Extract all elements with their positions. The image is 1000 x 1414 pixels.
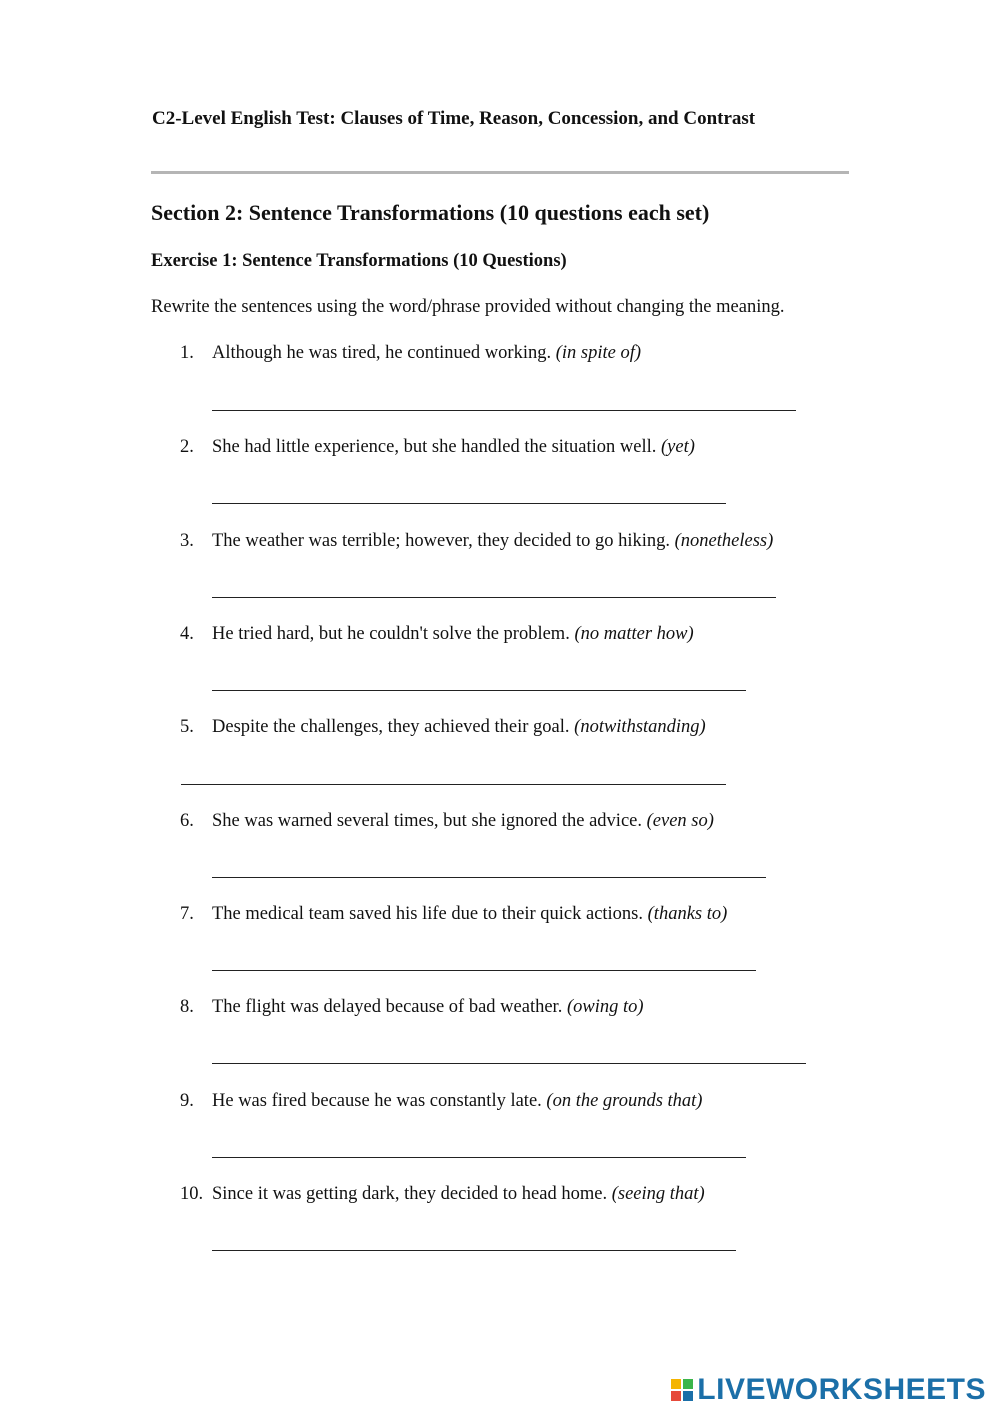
answer-line[interactable] <box>181 784 726 785</box>
question-item <box>180 811 714 832</box>
question-item <box>180 1091 702 1112</box>
question-number: 9. <box>180 1091 194 1111</box>
question-text: Although he was tired, he continued working. <box>212 343 552 363</box>
question-item <box>180 904 727 925</box>
question-text: The weather was terrible; however, they decided to go hiking. <box>212 531 671 551</box>
logo-mark-tile <box>671 1391 681 1401</box>
answer-line[interactable] <box>212 1250 736 1251</box>
question-item <box>180 624 694 645</box>
liveworksheets-logo[interactable] <box>671 1370 986 1410</box>
question-text: He was fired because he was constantly late. <box>212 1091 542 1111</box>
question-hint: (seeing that) <box>611 1184 705 1204</box>
answer-line[interactable] <box>212 690 746 691</box>
question-item <box>180 717 706 738</box>
logo-mark-tile <box>683 1379 693 1389</box>
question-hint: (yet) <box>661 437 695 457</box>
question-text: The flight was delayed because of bad weather. <box>212 997 563 1017</box>
question-number: 5. <box>180 717 194 737</box>
question-hint: (notwithstanding) <box>574 717 706 737</box>
question-hint: (even so) <box>646 811 714 831</box>
question-number: 6. <box>180 811 194 831</box>
question-number: 4. <box>180 624 194 644</box>
horizontal-rule <box>151 171 849 174</box>
question-hint: (on the grounds that) <box>546 1091 703 1111</box>
answer-line[interactable] <box>212 1063 806 1064</box>
question-number: 3. <box>180 531 194 551</box>
logo-text: LIVEWORKSHEETS <box>697 1373 986 1406</box>
question-number: 1. <box>180 343 194 363</box>
answer-line[interactable] <box>212 970 756 971</box>
logo-mark-icon <box>671 1379 693 1401</box>
question-number: 10. <box>180 1184 204 1204</box>
answer-line[interactable] <box>212 503 726 504</box>
question-item <box>180 997 644 1018</box>
question-text: She had little experience, but she handled the situation well. <box>212 437 657 457</box>
question-hint: (in spite of) <box>555 343 642 363</box>
logo-mark-tile <box>683 1391 693 1401</box>
question-hint: (thanks to) <box>647 904 728 924</box>
logo-mark-tile <box>671 1379 681 1389</box>
question-item <box>180 1184 705 1205</box>
question-item <box>180 531 773 552</box>
question-hint: (no matter how) <box>574 624 694 644</box>
answer-line[interactable] <box>212 410 796 411</box>
exercise-heading: Exercise 1: Sentence Transformations (10 Questions) <box>151 251 567 271</box>
answer-line[interactable] <box>212 597 776 598</box>
question-item <box>180 343 641 364</box>
question-hint: (owing to) <box>566 997 644 1017</box>
answer-line[interactable] <box>212 877 766 878</box>
question-text: He tried hard, but he couldn't solve the problem. <box>212 624 570 644</box>
question-text: Since it was getting dark, they decided to head home. <box>212 1184 608 1204</box>
question-text: Despite the challenges, they achieved their goal. <box>212 717 570 737</box>
question-text: She was warned several times, but she ignored the advice. <box>212 811 642 831</box>
section-heading: Section 2: Sentence Transformations (10 questions each set) <box>151 200 710 225</box>
answer-line[interactable] <box>212 1157 746 1158</box>
question-number: 8. <box>180 997 194 1017</box>
question-number: 2. <box>180 437 194 457</box>
question-hint: (nonetheless) <box>674 531 774 551</box>
document-title: C2-Level English Test: Clauses of Time, Reason, Concession, and Contrast <box>152 108 756 129</box>
question-number: 7. <box>180 904 194 924</box>
instructions: Rewrite the sentences using the word/phrase provided without changing the meaning. <box>151 297 785 317</box>
question-text: The medical team saved his life due to their quick actions. <box>212 904 644 924</box>
question-item <box>180 437 695 458</box>
